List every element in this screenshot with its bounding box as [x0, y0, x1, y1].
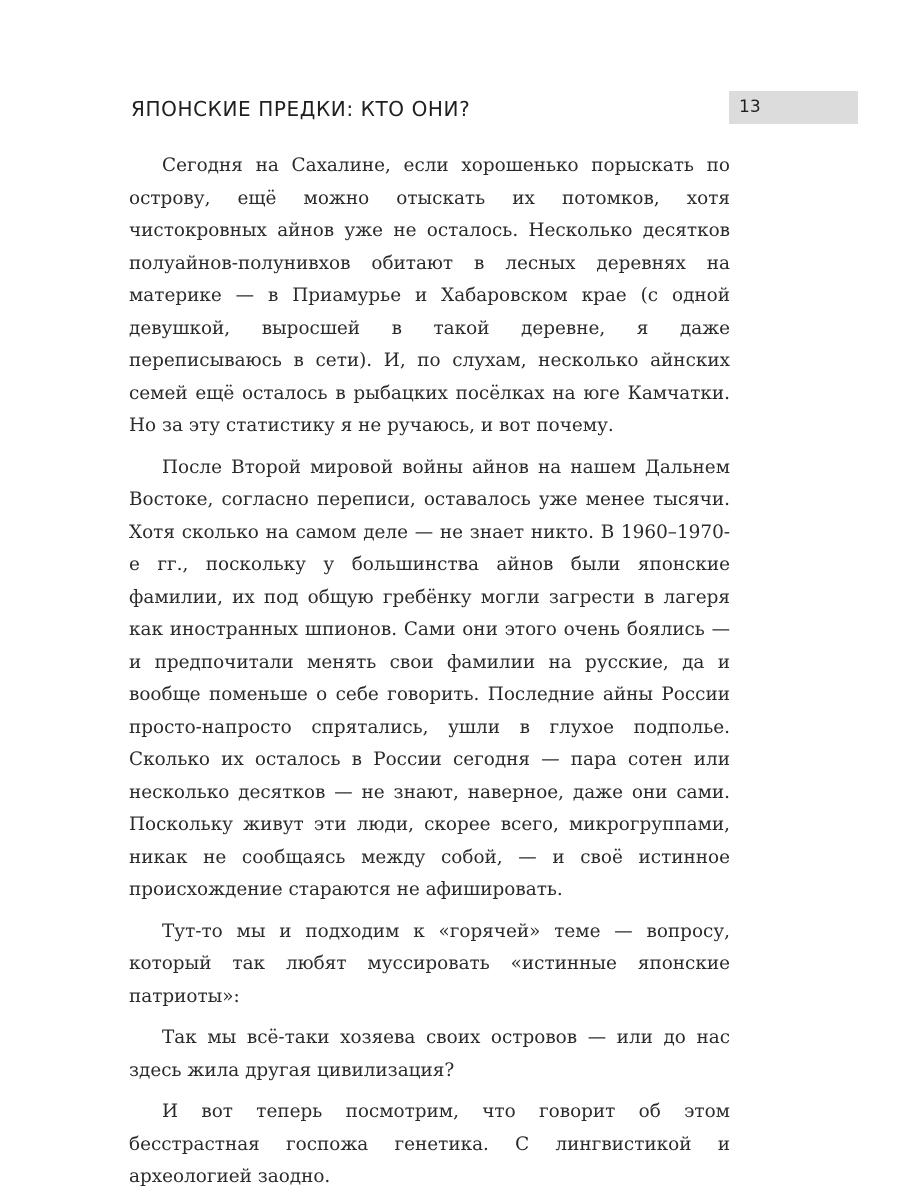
running-title: ЯПОНСКИЕ ПРЕДКИ: КТО ОНИ? [131, 97, 471, 121]
paragraph: После Второй мировой войны айнов на нашем Дальнем Востоке, согласно переписи, оставалось уже менее тысячи. Хотя сколько на самом деле — не знает никто. В 1960–1970-е гг., поскольку у большинства айнов были японские фамилии, их под общую гребёнку могли загрести в лагеря как иностранных шпионов. Сами они этого очень боялись — и предпочитали менять свои фамилии на русские, да и вообще поменьше о себе говорить. Последние айны России просто-напросто спрятались, ушли в глухое подполье. Сколько их осталось в России сегодня — пара сотен или несколько десятков — не знают, наверное, даже они сами. Поскольку живут эти люди, скорее всего, микрогруппами, никак не сообщаясь между собой, — и своё истинное происхождение стараются не афишировать. [129, 456, 730, 900]
page-number: 13 [739, 97, 761, 117]
paragraph: Тут-то мы и подходим к «горячей» теме — вопросу, который так любят муссировать «истинные японские патриоты»: [129, 920, 730, 1007]
body-text [129, 150, 730, 1194]
paragraph: И вот теперь посмотрим, что говорит об этом бесстрастная госпожа генетика. С лингвистикой и археологией заодно. [129, 1101, 730, 1187]
paragraph: Сегодня на Сахалине, если хорошенько порыскать по острову, ещё можно отыскать их потомков, хотя чистокровных айнов уже не осталось. Несколько десятков полуайнов-полунивхов обитают в лесных деревнях на материке — в Приамурье и Хабаровском крае (с одной девушкой, выросшей в такой деревне, я даже переписываюсь в сети). И, по слухам, несколько айнских семей ещё осталось в рыбацких посёлках на юге Камчатки. Но за эту статистику я не ручаюсь, и вот почему. [129, 155, 730, 436]
paragraph: Так мы всё-таки хозяева своих островов — или до нас здесь жила другая цивилизация? [129, 1027, 730, 1081]
page-number-box [729, 91, 858, 124]
